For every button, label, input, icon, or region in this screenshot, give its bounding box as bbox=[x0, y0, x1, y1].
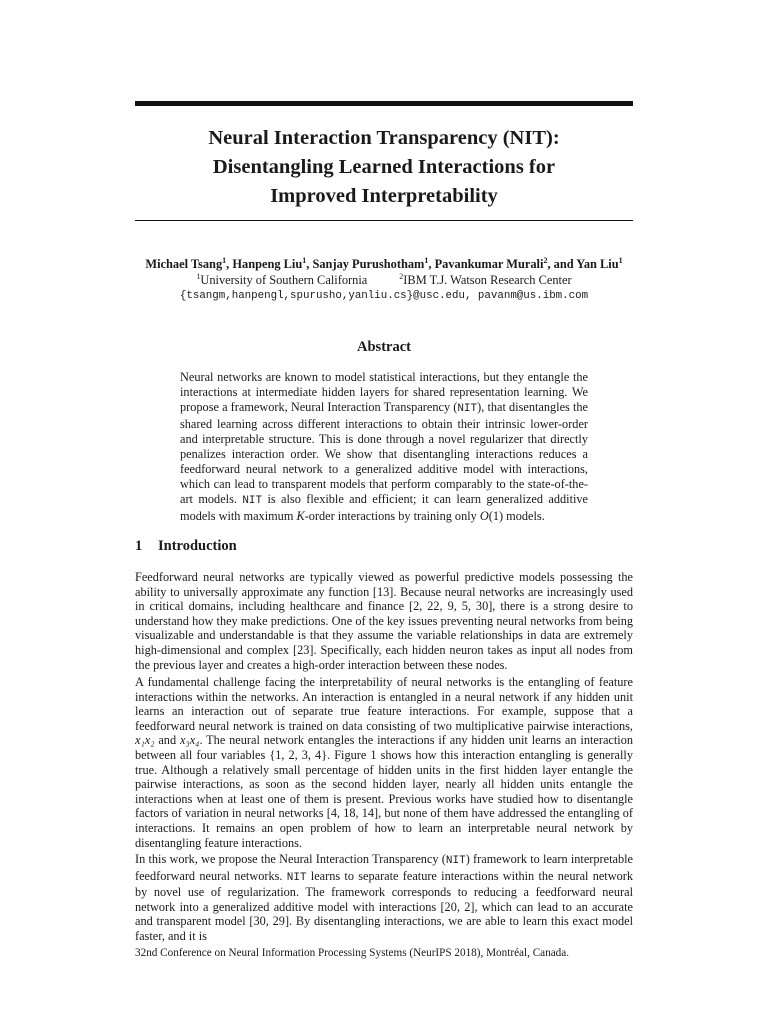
title-top-rule bbox=[135, 101, 633, 106]
text-run: learns to separate feature interactions within the neural network by novel use of regularization. The framework corresponds to reducing a feedforward neural network into a generalized additive model with interactions [20, 2], which can lead to an accurate and transparent model [30, 29]. By disentangling interactions, we are able to learn this exact model faster, and it is bbox=[135, 868, 633, 943]
text-run: In this work, we propose the Neural Interaction Transparency ( bbox=[135, 852, 446, 866]
author-separator: , bbox=[428, 257, 435, 271]
math-term: K bbox=[296, 509, 305, 523]
body-paragraph bbox=[135, 675, 633, 850]
author-emails: {tsangm,hanpengl,spurusho,yanliu.cs}@usc.edu, pavanm@us.ibm.com bbox=[179, 290, 589, 302]
author-separator: , bbox=[306, 257, 313, 271]
body-paragraph bbox=[135, 852, 633, 944]
math-term: O bbox=[479, 509, 489, 523]
text-run: (1) models. bbox=[488, 509, 545, 523]
author-list bbox=[110, 256, 658, 272]
code-term: NIT bbox=[445, 855, 466, 867]
title-line: Disentangling Learned Interactions for bbox=[212, 156, 556, 178]
affiliation-name: University of Southern California bbox=[200, 273, 368, 287]
code-term: NIT bbox=[286, 871, 307, 884]
title-line: Improved Interpretability bbox=[270, 185, 498, 207]
title-line: Neural Interaction Transparency (NIT): bbox=[208, 127, 560, 149]
body-paragraph bbox=[135, 570, 633, 672]
author-affiliation-marker: 1 bbox=[618, 256, 623, 265]
text-run: Feedforward neural networks are typically viewed as powerful predictive models possessing the ability to universally approximate any function [13]. Because neural networks are increasingly used in critical domains, including healthcare and finance [2, 22, 9, 5, 30], there is a strong desire to understand how they make predictions. One of the key issues preventing neural networks from being visualizable and understandable is that they assume the variable relationships in data are extremely high-dimensional and complex [23]. Specifically, each hidden neuron takes as input all nodes from the previous layer and creates a high-order interaction between these nodes. bbox=[135, 570, 633, 672]
affiliation-marker: 1 bbox=[196, 272, 201, 281]
author-separator: , bbox=[226, 257, 233, 271]
affiliation-name: IBM T.J. Watson Research Center bbox=[403, 273, 572, 287]
abstract-text bbox=[180, 370, 588, 524]
author-name: Sanjay Purushotham bbox=[312, 257, 425, 271]
code-term: NIT bbox=[457, 403, 478, 415]
author-name: Michael Tsang bbox=[145, 257, 223, 271]
author-name: Hanpeng Liu bbox=[232, 257, 303, 271]
text-run: A fundamental challenge facing the interpretability of neural networks is the entangling of feature interactions within the networks. An interaction is entangled in a neural network if any hidden unit learns an interaction out of separate true feature interactions. For example, suppose that a feedforward neural network is trained on data consisting of two multiplicative pairwise interactions, bbox=[135, 675, 633, 733]
author-name: Yan Liu bbox=[576, 257, 619, 271]
math-term: x₃x₄ bbox=[179, 733, 200, 748]
text-run: . The neural network entangles the interactions if any hidden unit learns an interaction between all four variables {1, 2, 3, 4}. Figure 1 shows how this interaction entangling is generally true. Although a relatively small percentage of hidden units in the first hidden layer entangle the pairwise interactions, as soon as the second hidden layer, nearly all hidden units entangle the interactions when at least one of them is present. Previous works have studied how to disentangle factors of variation in neural networks [4, 18, 14], but none of them have addressed the entangling of interactions. It remains an open problem of how to learn an interpretable neural network by disentangling feature interactions. bbox=[135, 733, 633, 850]
author-affiliation-marker: 2 bbox=[543, 256, 548, 265]
author-affiliation-marker: 1 bbox=[222, 256, 227, 265]
text-run: and bbox=[154, 733, 180, 748]
text-run: ) framework to learn interpretable feedforward neural networks. bbox=[135, 852, 634, 883]
author-affiliation-marker: 1 bbox=[302, 256, 307, 265]
math-term: x₁x₂ bbox=[135, 733, 155, 748]
conference-footnote: 32nd Conference on Neural Information Processing Systems (NeurIPS 2018), Montréal, Canada. bbox=[135, 947, 570, 959]
affiliations bbox=[135, 272, 633, 288]
text-run: ), that disentangles the shared learning across different interactions to obtain their intrinsic lower-order and interpretable structure. This is done through a novel regularizer that directly penalizes interaction order. We show that disentangling interactions reduces a feedforward neural network to a generalized additive model with interactions, which can lead to transparent models that perform comparably to the state-of-the-art models. bbox=[180, 400, 588, 506]
text-run: -order interactions by training only bbox=[304, 509, 480, 523]
title-bottom-rule bbox=[135, 220, 633, 221]
author-separator: , and bbox=[547, 257, 577, 271]
affiliation-marker: 2 bbox=[399, 272, 404, 281]
author-name: Pavankumar Murali bbox=[434, 257, 544, 271]
text-run: is also flexible and efficient; it can learn generalized additive models with maximum bbox=[180, 492, 589, 523]
paper-title bbox=[135, 124, 633, 211]
section-number: 1 bbox=[135, 538, 143, 554]
text-run: Neural networks are known to model statistical interactions, but they entangle the interactions at intermediate hidden layers for shared representation learning. We propose a framework, Neural Interaction Transparency ( bbox=[180, 370, 588, 414]
code-term: NIT bbox=[242, 495, 263, 507]
abstract-heading: Abstract bbox=[357, 339, 411, 355]
author-affiliation-marker: 1 bbox=[424, 256, 429, 265]
section-heading bbox=[135, 537, 633, 555]
section-title: Introduction bbox=[158, 538, 237, 554]
